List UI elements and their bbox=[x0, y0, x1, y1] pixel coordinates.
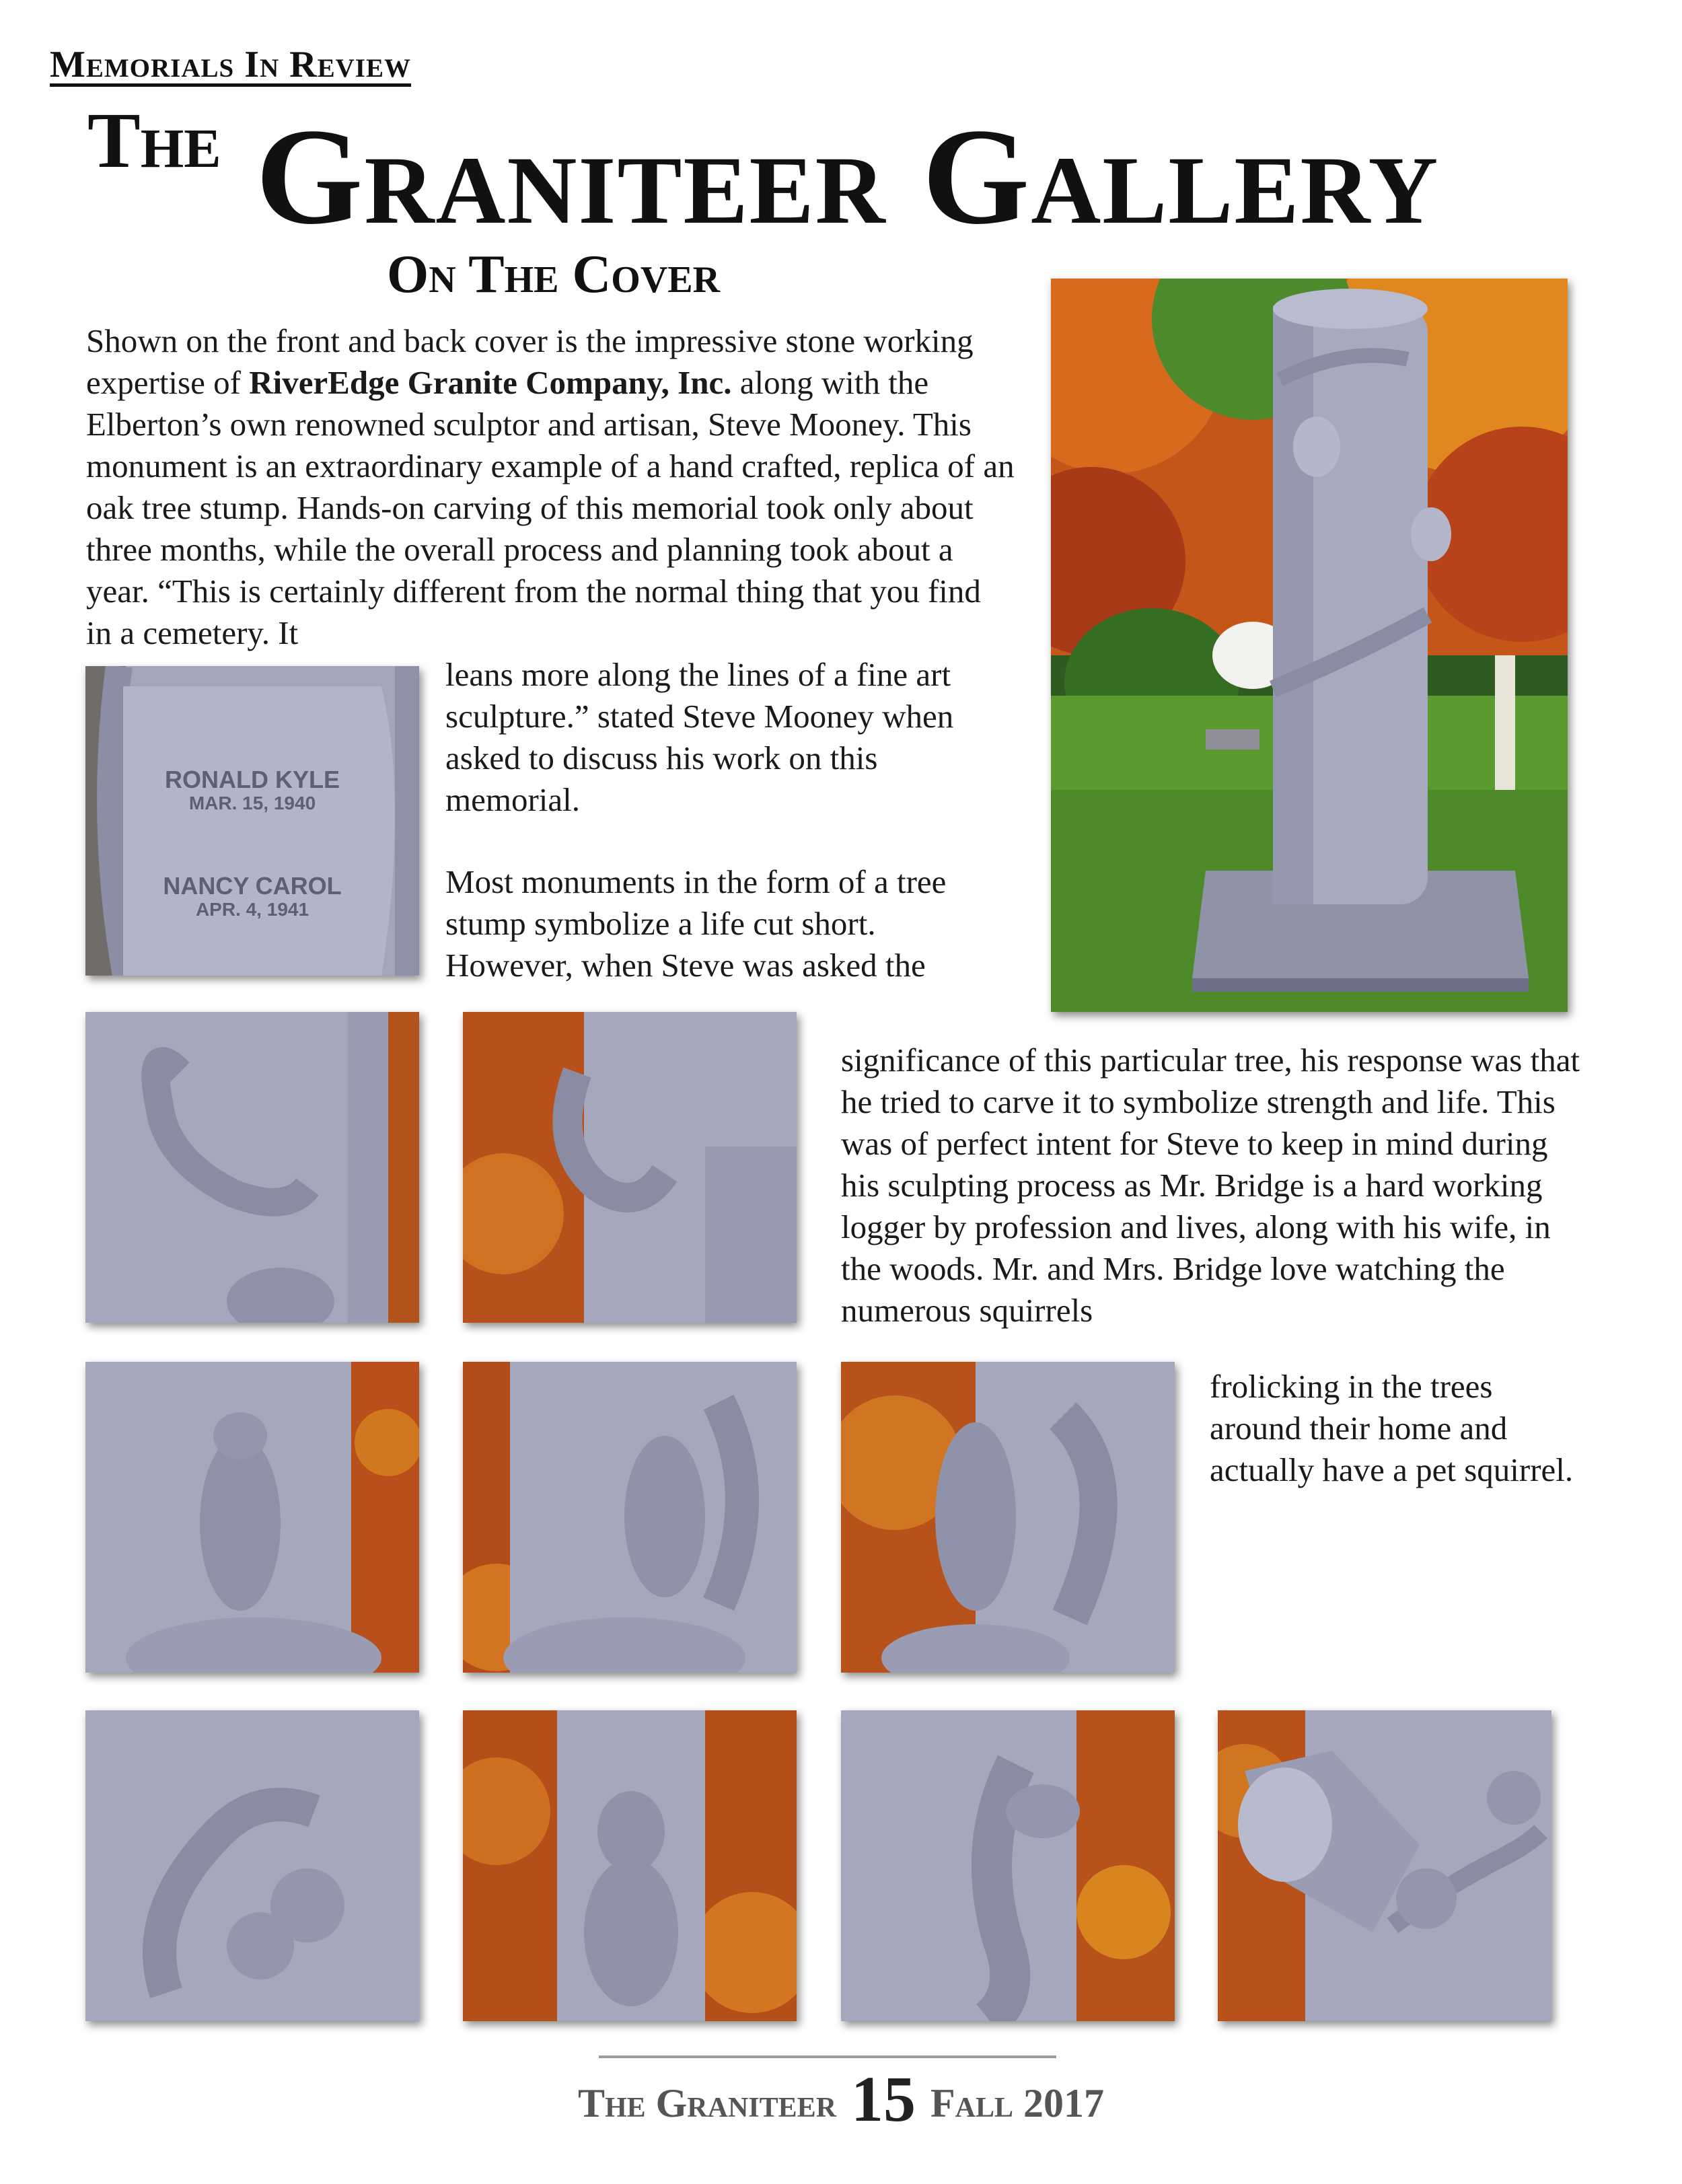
article-paragraph-1-cont: leans more along the lines of a fine art sculpture.” stated Steve Mooney when asked to discuss his work on this memorial. bbox=[445, 656, 954, 818]
page-number: 15 bbox=[851, 2063, 916, 2135]
footer-rule bbox=[599, 2055, 1056, 2058]
squirrel-photo-3 bbox=[85, 1362, 419, 1673]
squirrel-photo-2 bbox=[463, 1012, 797, 1323]
article-paragraph-2-end: frolicking in the trees around their home and actually have a pet squirrel. bbox=[1210, 1368, 1574, 1488]
squirrel-photo-1 bbox=[85, 1012, 419, 1323]
squirrel-photo-4 bbox=[463, 1362, 797, 1673]
footer bbox=[0, 2063, 1682, 2135]
company-name: RiverEdge Granite Company, Inc. bbox=[249, 364, 732, 401]
footer-issue: Fall 2017 bbox=[930, 2081, 1105, 2125]
inscription-name-1: RONALD KYLE bbox=[165, 766, 340, 793]
article-paragraph-2-cont: significance of this particular tree, his response was that he tried to carve it to symbolize strength and life. This was of perfect intent for Steve to keep in mind during his sculpting process as Mr. Bridge is a hard working logger by profession and lives, along with his wife, in the woods. Mr. and Mrs. Bridge love watching the numerous squirrels bbox=[841, 1042, 1580, 1329]
subhead: On The Cover bbox=[387, 245, 721, 304]
title-prefix: The bbox=[87, 96, 221, 184]
squirrel-photo-5 bbox=[841, 1362, 1175, 1673]
inscription-date-2: APR. 4, 1941 bbox=[195, 899, 309, 920]
inscription-name-2: NANCY CAROL bbox=[163, 872, 342, 900]
p1-text-b: along with the Elberton’s own renowned sculptor and artisan, Steve Mooney. This monument is an extraordinary example of a hand crafted, replica of an oak tree stump. Hands-on carving of this memorial took only about three months, while the overall process and planning took about a year. “This is certainly different from the normal thing that you find in a cemetery. It bbox=[86, 364, 1015, 651]
footer-publication: The Graniteer bbox=[577, 2081, 837, 2125]
monument-photo bbox=[1051, 279, 1568, 1012]
page-title: Graniteer Gallery bbox=[256, 100, 1440, 253]
p1-text-a: Shown on the front and back cover is the impressive stone working expertise of bbox=[86, 322, 974, 401]
squirrel-photo-8 bbox=[841, 1710, 1175, 2021]
section-label: Memorials In Review bbox=[50, 44, 411, 85]
article-paragraph-2: Most monuments in the form of a tree stump symbolize a life cut short. However, when Steve was asked the bbox=[445, 863, 947, 984]
branch-photo bbox=[1218, 1710, 1551, 2021]
inscription-date-1: MAR. 15, 1940 bbox=[188, 793, 316, 813]
inscription-photo bbox=[85, 666, 419, 976]
article-paragraph-1 bbox=[86, 320, 1015, 654]
squirrel-photo-6 bbox=[85, 1710, 419, 2021]
squirrel-photo-7 bbox=[463, 1710, 797, 2021]
